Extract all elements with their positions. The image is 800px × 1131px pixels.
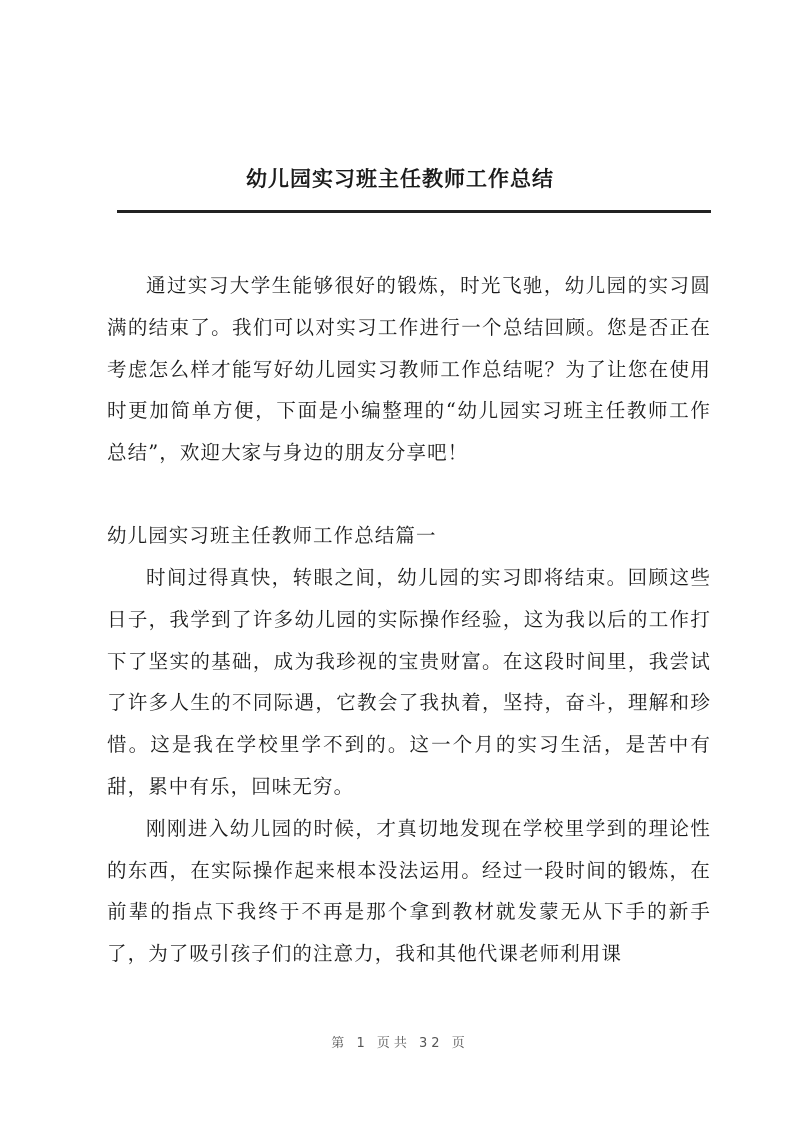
intro-paragraph: 通过实习大学生能够很好的锻炼，时光飞驰，幼儿园的实习圆满的结束了。我们可以对实习工作进行一个总结回顾。您是否正在考虑怎么样才能写好幼儿园实习教师工作总结呢？为了让您在使用时更加简单方便，下面是小编整理的“幼儿园实习班主任教师工作总结”，欢迎大家与身边的朋友分享吧！ — [107, 274, 711, 465]
footer-mid: 页共 — [376, 1036, 411, 1051]
body-paragraph-1: 时间过得真快，转眼之间，幼儿园的实习即将结束。回顾这些日子，我学到了许多幼儿园的实际操作经验，这为我以后的工作打下了坚实的基础，成为我珍视的宝贵财富。在这段时间里，我尝试了许多人生的不同际遇，它教会了我执着，坚持，奋斗，理解和珍惜。这是我在学校里学不到的。这一个月的实习生活，是苦中有甜，累中有乐，回味无穷。 — [107, 566, 711, 798]
footer-prefix: 第 — [331, 1036, 349, 1051]
title-divider — [117, 210, 711, 213]
body-paragraph-2: 刚刚进入幼儿园的时候，才真切地发现在学校里学到的理论性的东西，在实际操作起来根本没法运用。经过一段时间的锻炼，在前辈的指点下我终于不再是那个拿到教材就发蒙无从下手的新手了，为了吸引孩子们的注意力，我和其他代课老师利用课 — [107, 816, 711, 966]
section-body — [107, 557, 711, 975]
footer-total-pages: 32 — [419, 1036, 444, 1051]
footer-suffix: 页 — [451, 1036, 469, 1051]
footer-current-page: 1 — [356, 1036, 369, 1051]
intro-block — [107, 265, 711, 474]
document-title: 幼儿园实习班主任教师工作总结 — [246, 167, 554, 191]
page-footer — [0, 1032, 800, 1051]
section-heading: 幼儿园实习班主任教师工作总结篇一 — [107, 524, 437, 547]
